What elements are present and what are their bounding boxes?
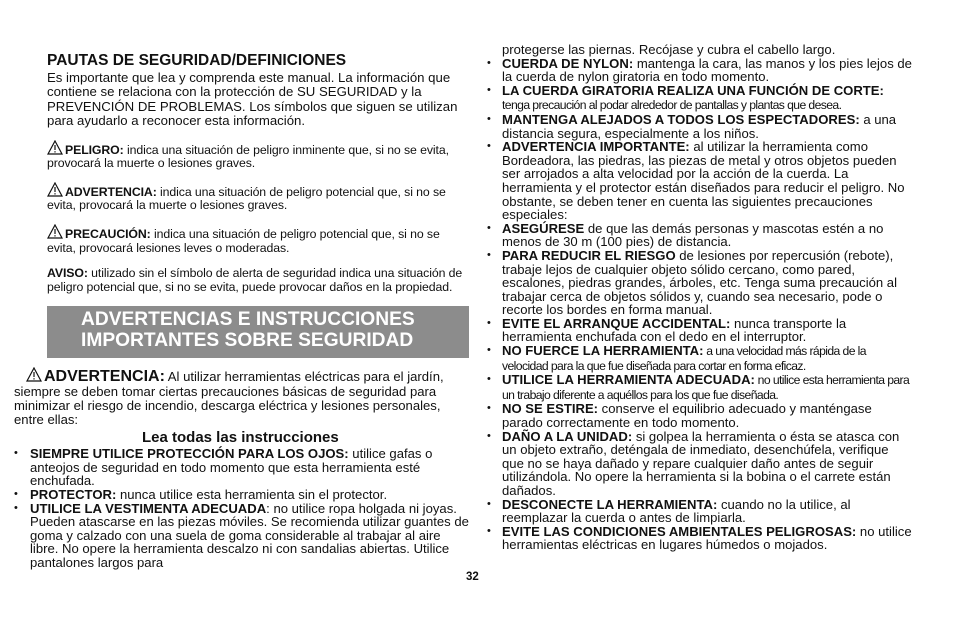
- bullet-label: PARA REDUCIR EL RIESGO: [502, 247, 676, 263]
- warning-triangle-icon: [26, 367, 42, 382]
- bullet-text: tenga precaución al podar alrededor de pantallas y plantas que desea.: [502, 98, 842, 113]
- list-item: [14, 447, 471, 488]
- bullet-text: mantenga la cara, las manos y los pies lejos de la cuerda de nylon giratoria en todo momento.: [502, 55, 912, 85]
- list-item: [487, 430, 912, 498]
- bullet-label: DAÑO A LA UNIDAD:: [502, 428, 633, 444]
- list-item: [487, 344, 912, 373]
- list-item: [487, 113, 912, 140]
- bullet-label: PROTECTOR:: [30, 486, 117, 502]
- advertencia-label: ADVERTENCIA:: [44, 368, 165, 386]
- warning-triangle-icon: [47, 182, 63, 197]
- list-item: [487, 402, 912, 429]
- aviso-label: AVISO:: [47, 266, 88, 281]
- bullet-label: MANTENGA ALEJADOS A TODOS LOS ESPECTADORES:: [502, 111, 860, 127]
- bullet-text: a una distancia segura, especialmente a los niños.: [502, 111, 897, 141]
- intro-paragraph: Es importante que lea y comprenda este manual. La información que contiene se relaciona con la protección de SU SEGURIDAD y la PREVENCIÓN DE PROBLEMAS. Los símbolos que siguen se utilizan para ayudarlo a reconocer esta información.: [47, 70, 458, 129]
- bullet-label: LA CUERDA GIRATORIA REALIZA UNA FUNCIÓN DE CORTE:: [502, 82, 884, 98]
- definition-text: indica una situación de peligro inminente que, si no se evita, provocará la muerte o lesiones graves.: [47, 142, 449, 171]
- list-item: [14, 488, 471, 502]
- right-bullet-list: [487, 57, 912, 552]
- page-number: 32: [466, 571, 479, 583]
- left-bullet-list: [14, 447, 471, 569]
- list-item: [487, 140, 912, 222]
- bullet-text: no utilice herramientas eléctricas en lugares húmedos o mojados.: [502, 523, 912, 553]
- list-item: [487, 84, 912, 113]
- definition-text: indica una situación de peligro potencial que, si no se evita, provocará la muerte o lesiones graves.: [47, 184, 446, 213]
- continuation-text: protegerse las piernas. Recójase y cubra el cabello largo.: [502, 42, 836, 57]
- advertencia-paragraph: [14, 367, 471, 427]
- list-item: [487, 373, 912, 402]
- bullet-label: DESCONECTE LA HERRAMIENTA:: [502, 496, 718, 512]
- left-column: [14, 44, 471, 570]
- banner-line-1: ADVERTENCIAS E INSTRUCCIONES: [81, 309, 415, 331]
- warning-triangle-icon: [47, 224, 63, 239]
- definition-text: indica una situación de peligro potencial que, si no se evita, provocará lesiones leves o moderadas.: [47, 227, 440, 255]
- warning-triangle-icon: [47, 140, 63, 155]
- bullet-label: CUERDA DE NYLON:: [502, 55, 634, 71]
- bullet-text: conserve el equilibrio adecuado y manténgase parado correctamente en todo momento.: [502, 401, 872, 431]
- definition-peligro: [47, 140, 471, 171]
- list-item: [487, 317, 912, 344]
- bullet-label: ASEGÚRESE: [502, 220, 585, 236]
- bullet-label: UTILICE LA VESTIMENTA ADECUADA: [30, 500, 267, 516]
- list-item: [487, 57, 912, 84]
- bullet-text: nunca transporte la herramienta enchufada con el dedo en el interruptor.: [502, 315, 847, 345]
- bullet-label: SIEMPRE UTILICE PROTECCIÓN PARA LOS OJOS:: [30, 446, 349, 462]
- section-heading: PAUTAS DE SEGURIDAD/DEFINICIONES: [47, 52, 347, 69]
- bullet-label: EVITE EL ARRANQUE ACCIDENTAL:: [502, 315, 731, 331]
- definition-label: PRECAUCIÓN:: [65, 227, 151, 241]
- bullet-text: utilice gafas o anteojos de seguridad en todo momento que esta herramienta esté enchufada.: [30, 446, 433, 489]
- bullet-label: NO FUERCE LA HERRAMIENTA:: [502, 343, 704, 359]
- definition-label: PELIGRO:: [65, 142, 124, 157]
- bullet-text: no utilice esta herramienta para un trabajo diferente a aquéllos para los que fue diseñada.: [502, 373, 910, 402]
- advertencia-text: Al utilizar herramientas eléctricas para el jardín, siempre se deben tomar ciertas precauciones básicas de seguridad para minimizar el riesgo de incendio, descarga eléctrica y lesiones personales, entre ellas:: [14, 369, 444, 427]
- list-item: [487, 249, 912, 317]
- list-item: [487, 525, 912, 552]
- bullet-label: EVITE LAS CONDICIONES AMBIENTALES PELIGROSAS:: [502, 523, 857, 539]
- definition-aviso: [47, 267, 471, 294]
- definition-precaucion: [47, 224, 471, 255]
- banner-line-2: IMPORTANTES SOBRE SEGURIDAD: [81, 330, 414, 352]
- bullet-label: ADVERTENCIA IMPORTANTE:: [502, 139, 690, 155]
- list-item: [487, 498, 912, 525]
- list-item: [14, 502, 471, 570]
- bullet-text: de que las demás personas y mascotas estén a no menos de 30 m (100 pies) de distancia.: [502, 220, 884, 250]
- bullet-text: de lesiones por repercusión (rebote), trabaje lejos de cualquier objeto sólido cercano, como pared, escalones, piedras grandes, árboles, etc. Tenga suma precaución al trabajar cerca de objetos sólidos y, cuando sea necesario, pode o recorte los bordes en forma manual.: [502, 247, 897, 318]
- bullet-text: cuando no la utilice, al reemplazar la cuerda o antes de limpiarla.: [502, 496, 851, 526]
- bullet-label: NO SE ESTIRE:: [502, 401, 599, 417]
- bullet-text: : no utilice ropa holgada ni joyas. Pueden atascarse en las piezas móviles. Se recomienda utilizar guantes de goma y calzado con una suela de goma considerable al trabajar al aire libre. No opere la herramienta descalzo ni con sandalias abiertas. Utilice pantalones largos para: [30, 500, 469, 570]
- read-all-instructions: Lea todas las instrucciones: [142, 429, 339, 447]
- aviso-text: utilizado sin el símbolo de alerta de seguridad indica una situación de peligro potencial que, si no se evita, puede provocar daños en la propiedad.: [47, 266, 463, 294]
- definition-label: ADVERTENCIA:: [65, 184, 157, 199]
- bullet-label: UTILICE LA HERRAMIENTA ADECUADA:: [502, 372, 755, 388]
- right-column: [487, 43, 912, 552]
- bullet-text: nunca utilice esta herramienta sin el protector.: [116, 486, 388, 502]
- bullet-text: al utilizar la herramienta como Bordeadora, las piedras, las piezas de metal y otros objetos pueden ser arrojados a alta velocidad por la acción de la cuerda. La herramienta y el protector están diseñados para reducir el peligro. No obstante, se deben tener en cuenta las siguientes precauciones especiales:: [502, 139, 905, 223]
- list-item: [487, 222, 912, 249]
- safety-banner: [47, 306, 469, 358]
- definition-advertencia: [47, 182, 471, 213]
- bullet-text: si golpea la herramienta o ésta se atasca con un objeto extraño, deténgala de inmediato, desenchúfela, verifique que no se haya dañado y repare cualquier daño antes de seguir utilizándola. No opere la herramienta si la bobina o el carrete están dañados.: [502, 428, 900, 498]
- bullet-text: a una velocidad más rápida de la velocidad para la que fue diseñada para cortar en forma eficaz.: [502, 344, 866, 373]
